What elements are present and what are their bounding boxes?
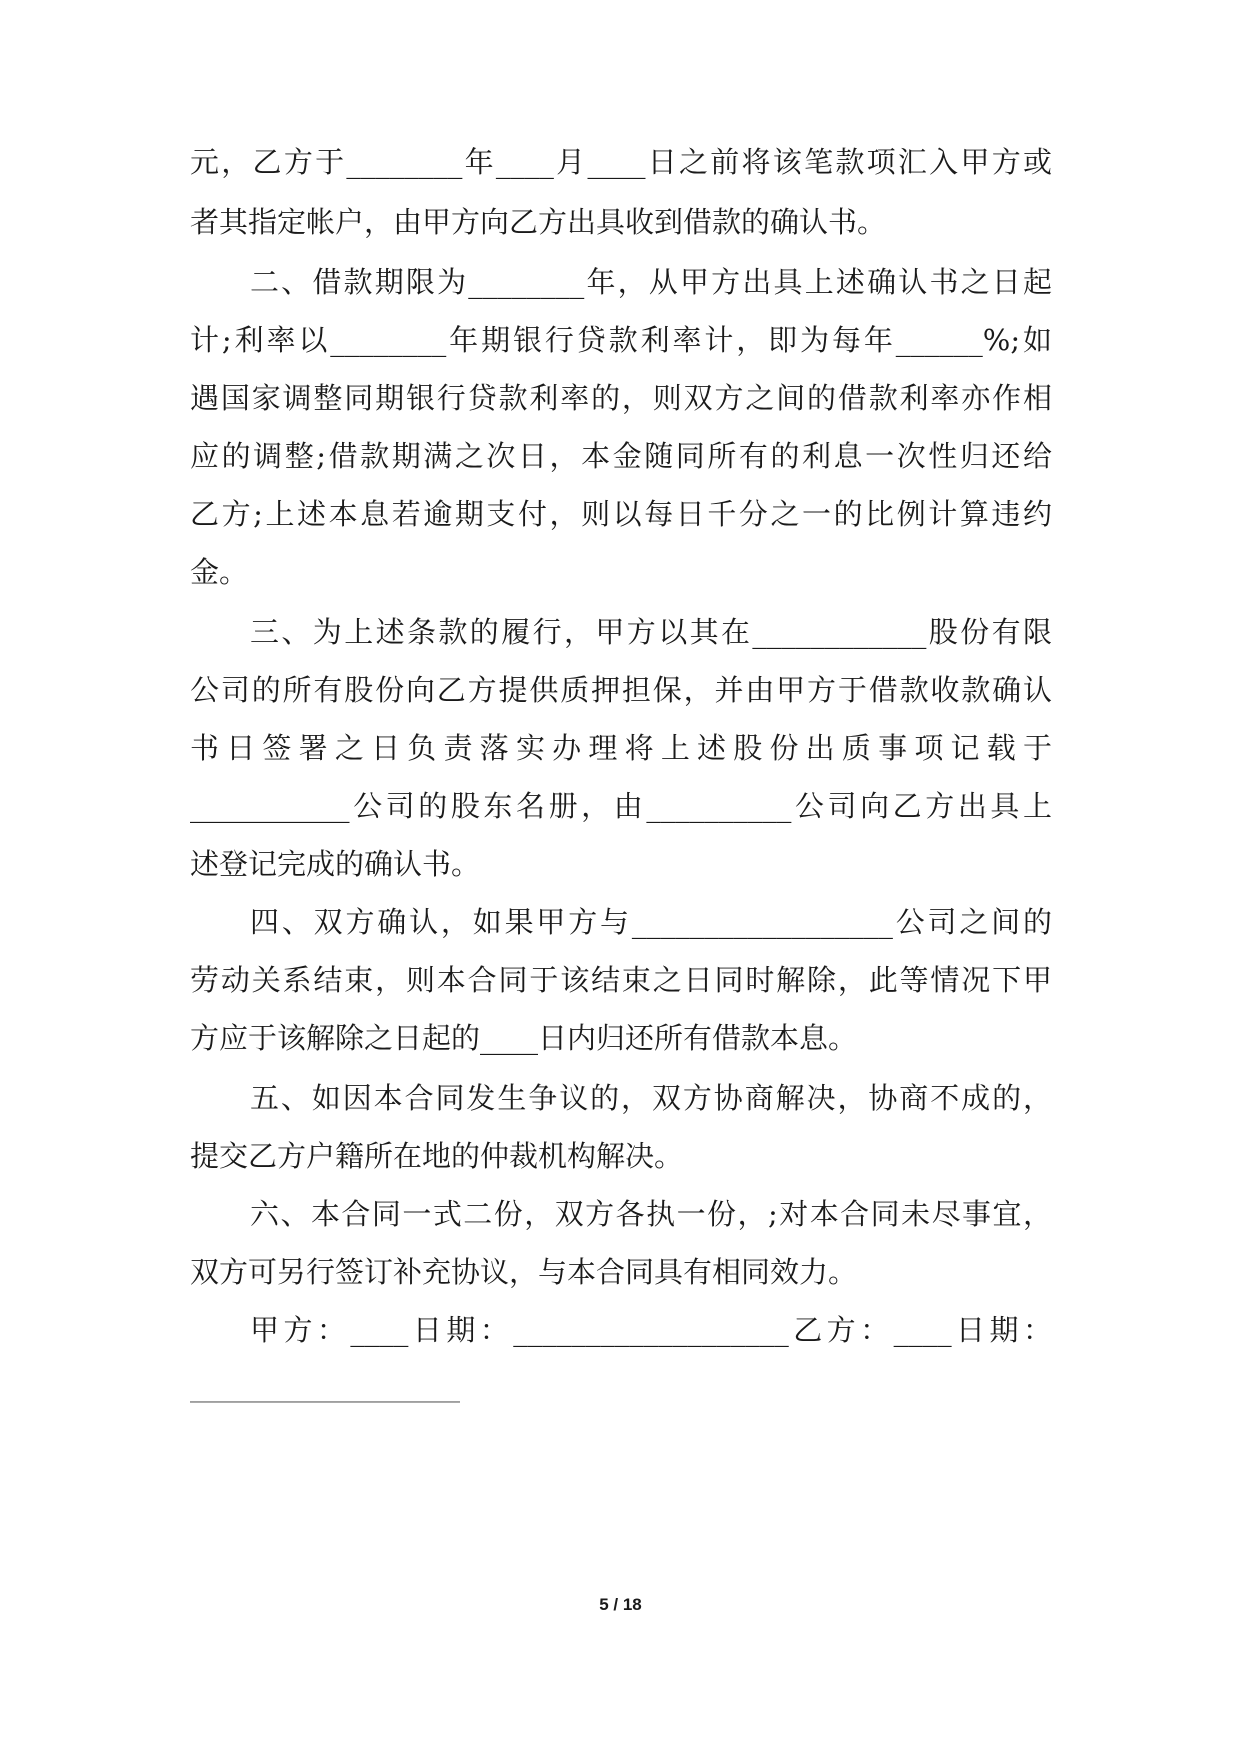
text-line: 三、为上述条款的履行，甲方以其在____________股份有限 — [250, 615, 1052, 649]
text-line: 双方可另行签订补充协议，与本合同具有相同效力。 — [190, 1255, 858, 1289]
text-line: 金。 — [190, 555, 249, 589]
text-line: 六、本合同一式二份，双方各执一份，;对本合同未尽事宜， — [250, 1197, 1052, 1231]
text-line: 公司的所有股份向乙方提供质押担保，并由甲方于借款收款确认 — [190, 673, 1052, 707]
text-line: 元，乙方于________年____月____日之前将该笔款项汇入甲方或 — [190, 145, 1052, 179]
page-number: 5 / 18 — [599, 1595, 642, 1614]
text-line: ___________公司的股东名册，由__________公司向乙方出具上 — [190, 789, 1052, 823]
text-line: 五、如因本合同发生争议的，双方协商解决，协商不成的， — [250, 1081, 1052, 1115]
text-line: 劳动关系结束，则本合同于该结束之日同时解除，此等情况下甲 — [190, 963, 1052, 997]
text-line: 书日签署之日负责落实办理将上述股份出质事项记载于 — [190, 731, 1052, 765]
text-line: 乙方;上述本息若逾期支付，则以每日千分之一的比例计算违约 — [190, 497, 1052, 531]
text-line: 者其指定帐户，由甲方向乙方出具收到借款的确认书。 — [190, 205, 887, 239]
text-line: 方应于该解除之日起的____日内归还所有借款本息。 — [190, 1021, 858, 1055]
text-line: 遇国家调整同期银行贷款利率的，则双方之间的借款利率亦作相 — [190, 381, 1052, 415]
text-line: 应的调整;借款期满之次日，本金随同所有的利息一次性归还给 — [190, 439, 1052, 473]
text-line: 四、双方确认，如果甲方与__________________公司之间的 — [250, 905, 1052, 939]
text-line: 提交乙方户籍所在地的仲裁机构解决。 — [190, 1139, 684, 1173]
text-line: 二、借款期限为________年，从甲方出具上述确认书之日起 — [250, 265, 1052, 299]
signature-line: 甲方：____日期：___________________乙方：____日期： — [250, 1313, 1052, 1347]
text-line: 计;利率以________年期银行贷款利率计，即为每年______%;如 — [190, 323, 1052, 357]
text-line: 述登记完成的确认书。 — [190, 847, 481, 881]
signature-blank: ____________________ — [190, 1372, 460, 1403]
